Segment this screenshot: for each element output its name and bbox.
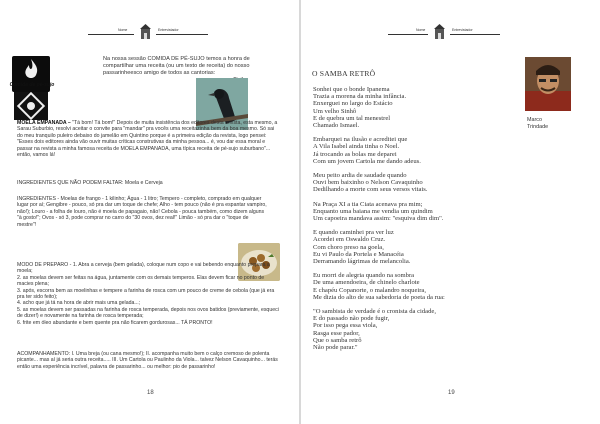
method-block	[17, 262, 279, 326]
lyric-line: Não pode parar."	[313, 344, 358, 352]
recipe-intro	[17, 120, 281, 158]
header-rule-right	[450, 34, 500, 35]
must-have-line	[17, 180, 281, 186]
lyric-line: Eu morri de alegria quando na sombra	[313, 272, 415, 280]
left-page-header	[88, 24, 208, 44]
header-rule-left	[88, 34, 134, 35]
lyric-line: Um capoeira mandava assim: "esquiva dim dim".	[313, 215, 444, 223]
recipe-story: "Tá bom! Tá bom!" Depois de muita insistência dos editores desta revista, esta mesmo, a Sarau Suburbio, resolvi aceitar o convite para "mandar" pra vocês uma receitazinha bem da boa mesmo. Só sai do meu tranquilo puleiro debaixo do jamelão em Quintino porque é a primeira edição da revista, logo pensei: "Esses dois editores ainda vão ouvir muitas críticas construtivas da minha pessoa... é, vou dar essa moral e passar na revista a minha famosa receita de MOELA EMPANADA, uma típica receita de pé-sujo suburbano"... então, vamos lá!	[17, 120, 278, 159]
method-step: 2. as moelas devem ser feitas na água, juntamente com os demais temperos. Elas devem ficar no ponto de macies plena;	[17, 274, 265, 288]
stanza	[313, 272, 498, 301]
must-have-text: INGREDIENTES QUE NÃO PODEM FALTAR: Moela e Cerveja	[17, 180, 163, 186]
lyric-line: Com choro preso na goela,	[313, 243, 384, 251]
method-step: 4. acho que já tá na hora de abrir mais uma gelada...;	[17, 300, 141, 307]
lyric-line: Me dizia do alto de sua sabedoria de poeta da rua:	[313, 293, 445, 301]
author-photo	[525, 57, 571, 111]
stanza	[313, 172, 498, 194]
ingredients-block	[17, 196, 267, 228]
lyric-line: E quando caminhei pra ver luz	[313, 229, 394, 237]
lyric-line: "O sambista de verdade é o cronista da cidade,	[313, 308, 436, 316]
lyric-line: Sonhei que o bonde Ipanema	[313, 86, 390, 93]
lyric-line: Acordei em Oswaldo Cruz.	[313, 236, 386, 244]
stanza	[313, 136, 498, 165]
lyric-line: Enquanto uma baiana me vendia um quindim	[313, 207, 433, 215]
stanza	[313, 229, 498, 265]
lyric-line: Embarquei na ilusão e acreditei que	[313, 136, 408, 144]
lyric-line: Meu peito ardia de saudade quando	[313, 172, 407, 180]
lyric-line: Na Praça XI a tia Ciata acenava pra mim;	[313, 200, 423, 208]
recipe-title: MOELA EMPANADA –	[17, 120, 71, 126]
lyric-line: Eu vi Paulo da Portela e Manacéia	[313, 250, 404, 258]
lyric-line: A Vila Isabel ainda tinha o Noel.	[313, 143, 400, 151]
header-interviewer-label: Entrevistador	[452, 28, 473, 32]
right-page-header	[388, 24, 500, 44]
lyric-line: Trazia a morena da minha infância.	[313, 93, 407, 101]
stanza	[313, 308, 498, 351]
lyric-line: De uma amendoeira, de chinelo charlote	[313, 279, 420, 287]
accompaniment-block	[17, 351, 279, 370]
method-step: 6. frite em óleo abundante e bem quente pra não ficarem gordurosas... TÁ PRONTO!	[17, 319, 213, 326]
method-step: 5. as moelas devem ser passadas na farinha de rosca temperada, depois nos ovos batidos (previamente, esqueci de dizer!) e novamente na farinha de rosca temperada;	[17, 306, 279, 320]
lyric-line: Derramando lágrimas de melancolia.	[313, 258, 411, 266]
lyric-line: Dedilhando a morte com seus versos vitais.	[313, 186, 428, 194]
house-icon	[434, 24, 445, 40]
lyric-line: Que o samba retrô	[313, 336, 362, 344]
logo-ornament-icon	[14, 92, 48, 120]
header-rule-right	[156, 34, 208, 35]
lyric-line: Com um jovem Cartola me dando adeus.	[313, 157, 421, 165]
accompaniment-text: ACOMPANHAMENTO: I. Uma breja (ou cana mesmo!); II. acompanha muito bem o calço cremoso de polenta picante... mas aí já seria outra receita..... III. Um Cartola ou Paulinho da Viola... talvez Nelson Cavaquinho... terás então uma experiência incrível, palavra de passarinho... ou melhor: pio de passarinho!	[17, 351, 278, 370]
lyric-line: E do passado não pode fugir,	[313, 315, 390, 323]
lyric-line: E chapéu Copanorte, o malandro noqueira,	[313, 286, 426, 294]
lyric-line: Por isso pega essa viola,	[313, 322, 378, 330]
method-step: MODO DE PREPARO - 1. Abra a cerveja (bem gelada), coloque num copo e vai bebendo enquanto prepara a moela;	[17, 262, 270, 275]
logo-caption: Comida de pé-sujo	[9, 82, 55, 88]
stanza	[313, 86, 498, 129]
method-step: 3. após, escorra bem as moelinhas e tempere a farinha de rosca com um pouco de creme de cebola (que já era pra ter sido feito);	[17, 287, 275, 301]
lyrics	[313, 86, 498, 358]
intro-paragraph: Na nossa sessão COMIDA DE PÉ-SUJO temos a honra de compartilhar uma receita (ou um texto de receita) do nosso passarinheesco amigo de todos as cantorias:	[103, 56, 250, 76]
author-name: Marco Trindade	[527, 117, 549, 130]
lyric-line: E de quebra um tal menestrel	[313, 114, 391, 122]
header-interviewer-label: Entrevistador	[158, 28, 179, 32]
page-number-right: 19	[448, 390, 455, 396]
house-icon	[140, 24, 151, 40]
page-number-left: 18	[147, 390, 154, 396]
lyric-line: Chamado Ismael.	[313, 122, 360, 130]
header-name-label: Nome	[118, 28, 128, 32]
lyric-line: Já trocando as bolas me deparei	[313, 150, 397, 158]
lyric-line: Rasga esse pador,	[313, 329, 360, 337]
song-title: O SAMBA RETRÔ	[312, 69, 376, 78]
lyric-line: Enxerguei no largo do Estácio	[313, 100, 393, 108]
header-rule-left	[388, 34, 428, 35]
header-name-label: Nome	[416, 28, 426, 32]
ingredients-text: INGREDIENTES - Moelas de frango - 1 kilinho; Água - 1 litro; Tempero - completo, comprado em qualquer lugar por aí; Gengibre - pouco, só pra dar um toque de chefe; Alho - tem pouco (não é pra espantar vampiro, não!); Louro - a folha de louro, não é moela de papagaio, não! Cebola - pouca também, como dizem alguns "à gosto!"; Ovos - só 3, pode comprar no carro do "30 ovos, dez real!" Limão - só pra dar o "toque de mestre"!	[17, 196, 267, 228]
stanza	[313, 201, 498, 223]
lyric-line: Um velho Sinhô	[313, 107, 357, 115]
lyric-line: Ouvi bem baixinho o Nelson Cavaquinho	[313, 179, 423, 187]
